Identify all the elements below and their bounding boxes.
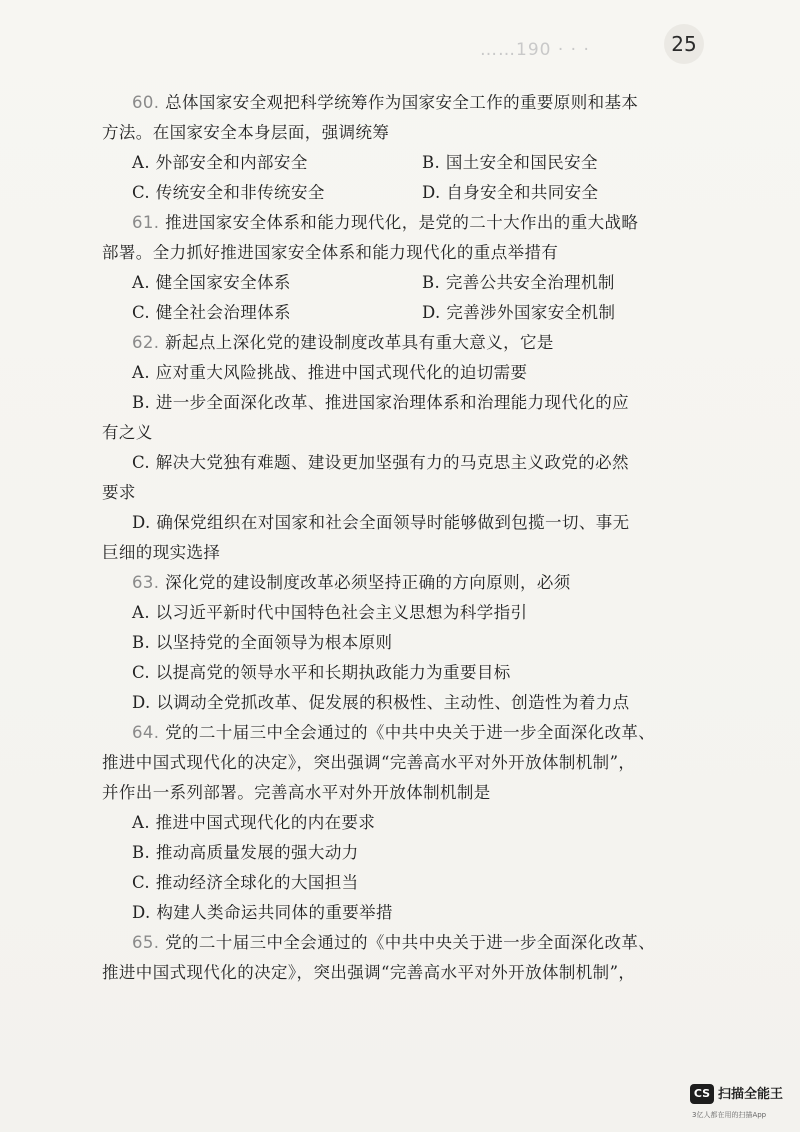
option-d: D. 构建人类命运共同体的重要举措 [132, 903, 393, 922]
question-63-stem-line: 63. 深化党的建设制度改革必须坚持正确的方向原则，必须 [132, 573, 571, 592]
question-60-stem-line: 方法。在国家安全本身层面，强调统筹 [102, 123, 390, 142]
page-number: 25 [664, 24, 704, 64]
question-62-stem-line: 62. 新起点上深化党的建设制度改革具有重大意义，它是 [132, 333, 554, 352]
option-d: D. 完善涉外国家安全机制 [422, 303, 616, 322]
option-c: C. 解决大党独有难题、建设更加坚强有力的马克思主义政党的必然 [132, 453, 629, 472]
option-d: D. 确保党组织在对国家和社会全面领导时能够做到包揽一切、事无 [132, 513, 630, 532]
option-a: A. 推进中国式现代化的内在要求 [132, 813, 376, 832]
question-number: 65. [132, 933, 160, 952]
watermark-subtitle: 3亿人都在用的扫描App [692, 1111, 767, 1119]
question-64-stem-line: 64. 党的二十届三中全会通过的《中共中央关于进一步全面深化改革、 [132, 723, 656, 742]
scanner-watermark [690, 1082, 800, 1132]
question-number: 62. [132, 333, 160, 352]
question-65-stem-line: 65. 党的二十届三中全会通过的《中共中央关于进一步全面深化改革、 [132, 933, 656, 952]
option-b: B. 以坚持党的全面领导为根本原则 [132, 633, 393, 652]
option-c: C. 以提高党的领导水平和长期执政能力为重要目标 [132, 663, 511, 682]
option-d: D. 以调动全党抓改革、促发展的积极性、主动性、创造性为着力点 [132, 693, 630, 712]
question-number: 64. [132, 723, 160, 742]
option-row [102, 268, 682, 298]
option-c: C. 健全社会治理体系 [132, 303, 291, 322]
option-b: B. 进一步全面深化改革、推进国家治理体系和治理能力现代化的应 [132, 393, 630, 412]
option-b: B. 推动高质量发展的强大动力 [132, 843, 359, 862]
option-a: A. 外部安全和内部安全 [132, 153, 308, 172]
camscanner-logo-icon: CS [690, 1084, 714, 1104]
option-row [102, 178, 682, 208]
question-64-stem-line: 推进中国式现代化的决定》，突出强调“完善高水平对外开放体制机制”， [102, 753, 636, 772]
option-a: A. 健全国家安全体系 [132, 273, 291, 292]
question-60-stem-line: 60. 总体国家安全观把科学统筹作为国家安全工作的重要原则和基本 [132, 93, 639, 112]
option-a: A. 以习近平新时代中国特色社会主义思想为科学指引 [132, 603, 528, 622]
option-b: B. 国土安全和国民安全 [422, 153, 598, 172]
option-d-continued: 巨细的现实选择 [102, 543, 221, 562]
option-a: A. 应对重大风险挑战、推进中国式现代化的迫切需要 [132, 363, 528, 382]
option-row [102, 148, 682, 178]
page-header [468, 14, 788, 74]
option-c: C. 传统安全和非传统安全 [132, 183, 325, 202]
question-number: 63. [132, 573, 160, 592]
question-number: 60. [132, 93, 160, 112]
option-b-continued: 有之义 [102, 423, 153, 442]
running-title: ……190 · · · [480, 40, 590, 60]
option-row [102, 298, 682, 328]
watermark-title: 扫描全能王 [718, 1087, 784, 1102]
option-b: B. 完善公共安全治理机制 [422, 273, 615, 292]
option-d: D. 自身安全和共同安全 [422, 183, 599, 202]
question-61-stem-line: 61. 推进国家安全体系和能力现代化，是党的二十大作出的重大战略 [132, 213, 639, 232]
question-65-stem-line: 推进中国式现代化的决定》，突出强调“完善高水平对外开放体制机制”， [102, 963, 636, 982]
question-61-stem-line: 部署。全力抓好推进国家安全体系和能力现代化的重点举措有 [102, 243, 559, 262]
question-number: 61. [132, 213, 160, 232]
option-c-continued: 要求 [102, 483, 136, 502]
question-list [102, 88, 682, 988]
question-64-stem-line: 并作出一系列部署。完善高水平对外开放体制机制是 [102, 783, 491, 802]
option-c: C. 推动经济全球化的大国担当 [132, 873, 359, 892]
